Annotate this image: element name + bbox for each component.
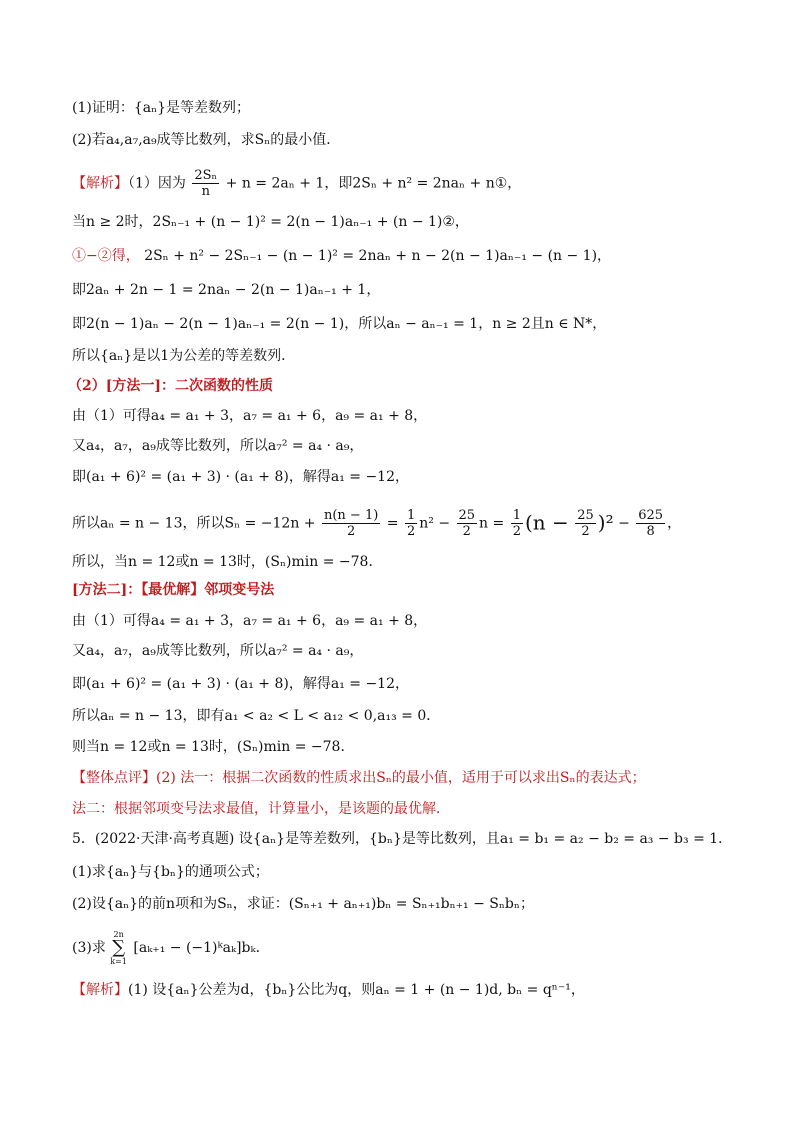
fraction-half: $\frac{1}{2}$ [406,508,416,539]
review-text: (2) 法一：根据二次函数的性质求出Sₙ的最小值，适用于可以求出Sₙ的表达式； [156,770,646,786]
review-line-2: 法二：根据邻项变号法求最值，计算量小，是该题的最优解． [72,801,450,817]
method-1-line-3: 即(a₁ + 6)² = (a₁ + 3) · (a₁ + 8)，解得a₁ = −12， [72,469,409,485]
method-2-line-3: 即(a₁ + 6)² = (a₁ + 3) · (a₁ + 8)，解得a₁ = −12， [72,676,409,692]
method-1-line-1: 由（1）可得a₄ = a₁ + 3，a₇ = a₁ + 6，a₉ = a₁ + 8， [72,408,428,424]
method-1-line-4: 所以aₙ = n − 13，所以Sₙ = −12n + $\frac{n(n - 1)}{2}$ = $\frac{1}{2}$ n² − $\frac{25}{2}$ n = $\frac{1}{2}$ (n − $\frac{25}{2}$ )² − $\frac{625}{8}$ ， [72,508,682,539]
method-1-line-5: 所以，当n = 12或n = 13时，(Sₙ)min = −78． [72,554,383,570]
fraction-n-n-minus-1-over-2: $\frac{n(n - 1)}{2}$ [323,508,379,539]
problem-5-solution: 【解析】(1) 设{aₙ}公差为d，{bₙ}公比为q，则aₙ = 1 + (n − 1)d, bₙ = qⁿ⁻¹， [72,982,585,998]
method-1-heading: （2）[方法一]：二次函数的性质 [68,378,273,394]
fraction-half-2: $\frac{1}{2}$ [512,508,521,539]
fraction-2sn-over-n: $\frac{\text{2Sₙ}}{n}$ [194,168,218,199]
review-line-1 [72,768,646,788]
problem-5-part-1: (1)求{aₙ}与{bₙ}的通项公式； [72,864,269,880]
problem-5-part-2: (2)设{aₙ}的前n项和为Sₙ，求证：(Sₙ₊₁ + aₙ₊₁)bₙ = Sₙ₊₁bₙ₊₁ − Sₙbₙ； [72,896,534,912]
question-part-1: (1)证明：{aₙ}是等差数列； [72,100,251,116]
solution-line-5: 即2(n − 1)aₙ − 2(n − 1)aₙ₋₁ = 2(n − 1)，所以aₙ − aₙ₋₁ = 1，n ≥ 2且n ∈ N*， [72,316,607,332]
question-part-2: (2)若a₄,a₇,a₉成等比数列，求Sₙ的最小值． [72,132,341,148]
subtract-text: 2Sₙ + n² − 2Sₙ₋₁ − (n − 1)² = 2naₙ + n − 2(n − 1)aₙ₋₁ − (n − 1)， [144,248,612,264]
solution-text: （1）因为 [128,175,186,192]
fraction-25-over-2-b: $\frac{25}{2}$ [577,508,594,539]
solution-line-2: 当n ≥ 2时，2Sₙ₋₁ + (n − 1)² = 2(n − 1)aₙ₋₁ + (n − 1)②， [72,214,469,230]
method-2-heading: [方法二]：【最优解】邻项变号法 [72,582,275,598]
method-2-line-1: 由（1）可得a₄ = a₁ + 3，a₇ = a₁ + 6，a₉ = a₁ + 8， [72,613,428,629]
solution-line-6: 所以{aₙ}是以1为公差的等差数列． [72,348,296,364]
problem-5-part-3: (3)求 2n ∑ k=1 [aₖ₊₁ − (−1)ᵏaₖ]bₖ． [72,930,270,966]
problem-5-stem: 5．(2022·天津·高考真题) 设{aₙ}是等差数列，{bₙ}是等比数列，且a₁ = b₁ = a₂ − b₂ = a₃ − b₃ = 1． [72,831,733,847]
p5-solution-tag: 【解析】 [72,982,128,998]
method-2-line-4: 所以aₙ = n − 13，即有a₁ < a₂ < L < a₁₂ < 0,a₁₃ = 0． [72,708,441,724]
method-2-line-2: 又a₄，a₇，a₉成等比数列，所以a₇² = a₄ · a₉， [72,643,364,659]
fraction-25-over-2: $\frac{25}{2}$ [458,508,476,539]
summation-symbol: 2n ∑ k=1 [110,930,127,966]
solution-line-4: 即2aₙ + 2n − 1 = 2naₙ − 2(n − 1)aₙ₋₁ + 1， [72,282,381,298]
review-tag: 【整体点评】 [72,770,156,786]
fraction-625-over-8: $\frac{625}{8}$ [638,508,664,539]
subtract-tag: ①−②得， [72,248,140,264]
solution-text-cont: + n = 2aₙ + 1，即2Sₙ + n² = 2naₙ + n①， [225,175,522,192]
solution-line-1 [72,168,521,199]
method-1-line-2: 又a₄，a₇，a₉成等比数列，所以a₇² = a₄ · a₉， [72,438,364,454]
solution-tag: 【解析】 [72,175,128,192]
solution-line-3 [72,246,611,266]
method-2-line-5: 则当n = 12或n = 13时，(Sₙ)min = −78． [72,739,355,755]
